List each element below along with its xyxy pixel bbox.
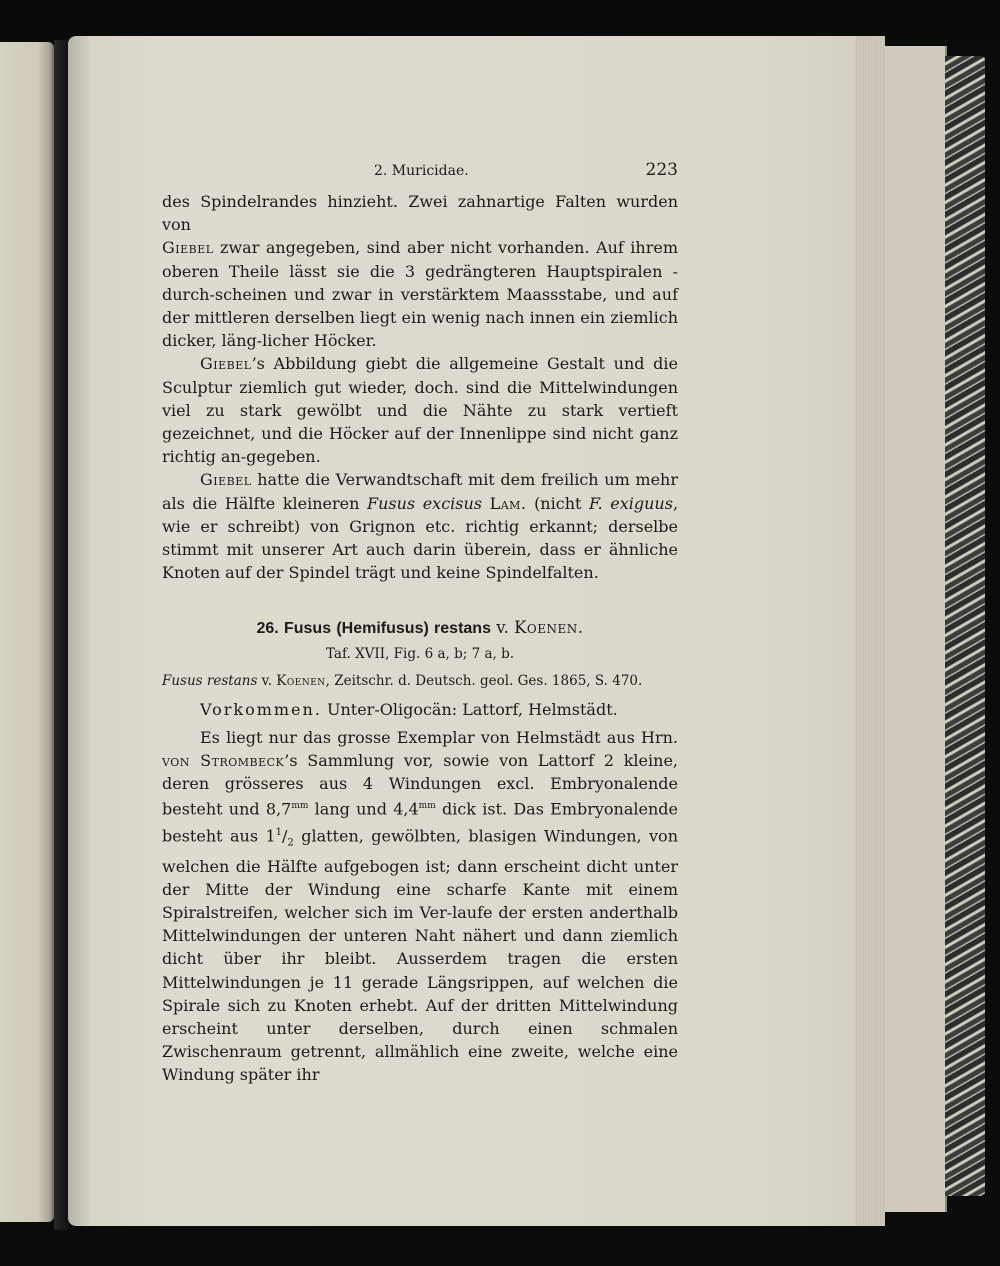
text-run: (nicht bbox=[526, 493, 589, 513]
section-title: 2. Muricidae. bbox=[374, 163, 469, 179]
author-name: Giebel bbox=[162, 238, 214, 258]
species-number: 26. bbox=[256, 620, 279, 638]
species-epithet: restans bbox=[434, 620, 491, 638]
text-run: glatten, gewölbten, blasigen Windungen, von welchen die Hälfte aufgebogen ist; dann erscheint dicht unter der Mitte der Windung eine scharfe Kante mit einem Spiralstreifen, welcher sich im Ver-laufe der ersten anderthalb Mittelwindungen der unteren Naht nähert und dann ziemlich dicht über ihr bleibt. Ausserdem tragen die ersten Mittelwindungen je 11 gerade Längsrippen, auf welchen die Spirale sich zu Knoten erhebt. Auf der dritten Mittelwindung erscheint unter derselben, durch einen schmalen Zwischenraum getrennt, allmählich eine zweite, welche eine Windung später ihr bbox=[162, 826, 678, 1085]
text-run: ’s Sammlung vor, sowie von Lattorf 2 kleine, deren grösseres aus 4 Windungen excl. Embryonalende besteht und 8,7 bbox=[162, 750, 678, 819]
synonym-author: Koenen bbox=[276, 673, 326, 690]
occurrence-label: Vorkommen. bbox=[200, 700, 322, 720]
text-run: Es liegt nur das grosse Exemplar von Helmstädt aus Hrn. bbox=[200, 727, 678, 747]
background-shadow bbox=[0, 0, 1000, 40]
paragraph-2 bbox=[162, 352, 678, 468]
synonym-citation: , Zeitschr. d. Deutsch. geol. Ges. 1865, S. 470. bbox=[325, 673, 643, 690]
species-name: F. exiguus bbox=[589, 493, 673, 513]
marbled-cover bbox=[945, 56, 985, 1196]
unit-mm: mm bbox=[418, 801, 436, 812]
paragraph-3 bbox=[162, 468, 678, 584]
text-run: , wie er schreibt) von Grignon etc. richtig erkannt; derselbe stimmt mit unserer Art auch darin überein, dass er ähnliche Knoten auf der Spindel trägt und keine Spindelfalten. bbox=[162, 493, 679, 583]
unit-mm: mm bbox=[291, 801, 309, 812]
fraction-numerator: 1 bbox=[275, 826, 283, 838]
text-run: dick ist. Das Embryonalende besteht aus 1 bbox=[162, 799, 678, 846]
text-run: hatte die Verwandtschaft mit dem freilich um mehr als die Hälfte kleineren bbox=[162, 470, 678, 513]
author-prefix: v. bbox=[257, 673, 277, 690]
species-heading bbox=[162, 618, 678, 638]
author-prefix: v. bbox=[496, 618, 509, 638]
text-run bbox=[482, 494, 490, 513]
author-name: Giebel bbox=[200, 354, 252, 374]
text-run: des Spindelrandes hinzieht. Zwei zahnartige Falten wurden von bbox=[162, 192, 678, 235]
fraction-denominator: 2 bbox=[287, 837, 294, 849]
species-name: Fusus excisus bbox=[367, 493, 482, 513]
running-header bbox=[162, 160, 678, 190]
synonymy-line bbox=[162, 670, 678, 692]
author-name: Lam. bbox=[489, 493, 527, 513]
left-page-edge bbox=[0, 42, 54, 1222]
back-cover bbox=[885, 46, 947, 1212]
paragraph-4: Es liegt nur das grosse Exemplar von Helmstädt aus Hrn. von Strombeck’s Sammlung vor, sowie von Lattorf 2 kleine, deren grösseres aus 4 Windungen excl. Embryonalende besteht und $8,7^{mm}$ lang und $4,4^{mm}$ dick ist. Das Embryonalende besteht aus $1^1/_2$ glatten, gewölbten, blasigen Windungen, von welchen die Hälfte aufgebogen ist; dann erscheint dicht unter der Mitte der Windung eine scharfe Kante mit einem Spiralstreifen, welcher sich im Ver-laufe der ersten anderthalb Mittelwindungen der unteren Naht nähert und dann ziemlich dicht über ihr bleibt. Ausserdem tragen die ersten Mittelwindungen je 11 gerade Längsrippen, auf welchen die Spirale sich zu Knoten erhebt. Auf der dritten Mittelwindung erscheint unter derselben, durch einen schmalen Zwischenraum getrennt, allmählich eine zweite, welche eine Windung später ihr bbox=[162, 727, 678, 1085]
occurrence-line bbox=[162, 698, 678, 721]
author-name: Giebel bbox=[200, 470, 252, 490]
author-name: von Strombeck bbox=[162, 750, 285, 770]
text-run: ’s Abbildung giebt die allgemeine Gestalt und die Sculptur ziemlich gut wieder, doch. sind die Mittelwindungen viel zu stark gewölbt und die Nähte zu stark vertieft gezeichnet, und die Höcker auf der Innenlippe sind nicht ganz richtig an-gegeben. bbox=[162, 354, 678, 467]
text-run: lang und 4,4 bbox=[308, 799, 419, 819]
species-subgenus: (Hemifusus) bbox=[336, 620, 429, 638]
plate-reference: Taf. XVII, Fig. 6 a, b; 7 a, b. bbox=[325, 646, 515, 663]
paragraph-1 bbox=[162, 190, 678, 352]
species-genus: Fusus bbox=[283, 620, 332, 638]
text-block bbox=[162, 160, 678, 1087]
page-number: 223 bbox=[645, 160, 678, 180]
species-author: Koenen. bbox=[514, 618, 584, 638]
synonym-name: Fusus restans bbox=[162, 673, 258, 690]
text-run: zwar angegeben, sind aber nicht vorhanden. Auf ihrem oberen Theile lässt sie die 3 gedrängteren Hauptspiralen -durch-scheinen und zwar in verstärktem Maassstabe, und auf der mittleren derselben liegt ein wenig nach innen ein ziemlich dicker, läng-licher Höcker. bbox=[162, 238, 678, 351]
occurrence-text: Unter-Oligocän: Lattorf, Helmstädt. bbox=[321, 700, 618, 720]
page-edges bbox=[855, 36, 885, 1226]
